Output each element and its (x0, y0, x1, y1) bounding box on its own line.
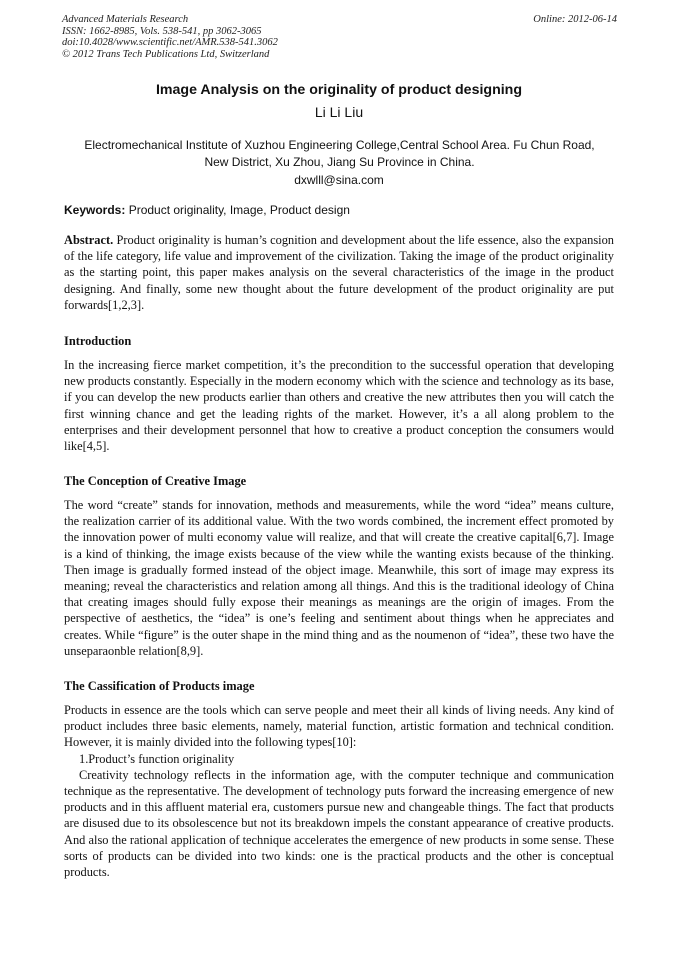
section-heading-classification: The Cassification of Products image (64, 679, 255, 693)
classification-paragraph: Products in essence are the tools which can serve people and meet their all kinds of living needs. Any kind of product includes three basic elements, namely, material function, artistic formation and technical condition. However, it is mainly divided into the following types[10]: (64, 703, 614, 750)
affiliation-line-2: New District, Xu Zhou, Jiang Su Province in China. (204, 155, 475, 169)
keywords (64, 203, 617, 217)
keywords-text: Product originality, Image, Product design (125, 203, 350, 217)
online-date: Online: 2012-06-14 (533, 14, 617, 25)
classification-section-body (64, 702, 614, 880)
section-heading-creative-image: The Conception of Creative Image (64, 474, 247, 488)
paper-title: Image Analysis on the originality of product designing (155, 82, 523, 98)
function-originality-item: 1.Product’s function originality (79, 751, 235, 766)
keywords-label: Keywords: (64, 203, 126, 217)
abstract-text: Product originality is human’s cognition and development about the life essence, also the expansion of the life category, life value and improvement of the civilization. Taking the image of the product originality as the starting point, this paper makes analysis on the several characteristics of the image in the product designing. And finally, some new thought about the future development of the product originality are put forwards[1,2,3]. (64, 233, 614, 312)
journal-name: Advanced Materials Research (62, 14, 189, 25)
copyright-line: © 2012 Trans Tech Publications Ltd, Switzerland (62, 48, 270, 60)
author-email: dxwlll@sina.com (294, 173, 384, 187)
abstract-label: Abstract. (64, 233, 114, 247)
issn-line: ISSN: 1662-8985, Vols. 538-541, pp 3062-3065 (62, 25, 262, 37)
author-name: Li Li Liu (314, 104, 364, 120)
doi-line: doi:10.4028/www.scientific.net/AMR.538-541.3062 (62, 37, 278, 48)
affiliation (62, 137, 617, 171)
affiliation-line-1: Electromechanical Institute of Xuzhou Engineering College,Central School Area. Fu Chun Road, (84, 138, 595, 152)
section-heading-introduction: Introduction (64, 334, 132, 348)
introduction-paragraph: In the increasing fierce market competition, it’s the precondition to the successful operation that developing new products constantly. Especially in the modern economy which with the science and technology as its base, if you can develop the new products earlier than others and creative the new attributes then you will catch the first winning chance and get the leading rights of the market. However, it’s a all along problem to the enterprises and their development personnel that how to creative a product conception the consumers would like[4,5]. (64, 358, 614, 454)
journal-header (62, 14, 617, 60)
creative-image-paragraph: The word “create” stands for innovation, methods and measurements, while the word “idea” means culture, the realization carrier of its additional value. With the two words combined, the increment effect promoted by the innovation power of multi economy value will realize, and that will create the creative capital[6,7]. Image is a kind of thinking, the image exists because of the view while the wanting exists because of the thinking. Then image is gradually formed instead of the object image. Meanwhile, this sort of image may express its meaning; reveal the characteristics and relation among all things. And this is the traditional ideology of China that creating images should fully expose their meanings as meanings are the origin of images. From the perspective of aesthetics, the “idea” is one’s feeling and sentiment about things when he appreciates and creates. While “figure” is the outer shape in the mind thing and as the noumenon of “idea”, these two have the unseparaonble relation[8,9]. (64, 498, 614, 658)
creativity-technology-paragraph: Creativity technology reflects in the information age, with the computer technique and communication technique as the representative. The development of technology puts forward the increasing emergence of new products and in this affluent material era, customers pursue new and changeable things. The fact that products are disused due to its obsolescence but not its breakdown impels the constant appearance of creative products. And also the rational application of technique accelerates the emergence of new products in some sense. These sorts of products can be divided into two kinds: one is the practical products and the other is conceptual products. (64, 767, 614, 880)
abstract (64, 232, 614, 313)
